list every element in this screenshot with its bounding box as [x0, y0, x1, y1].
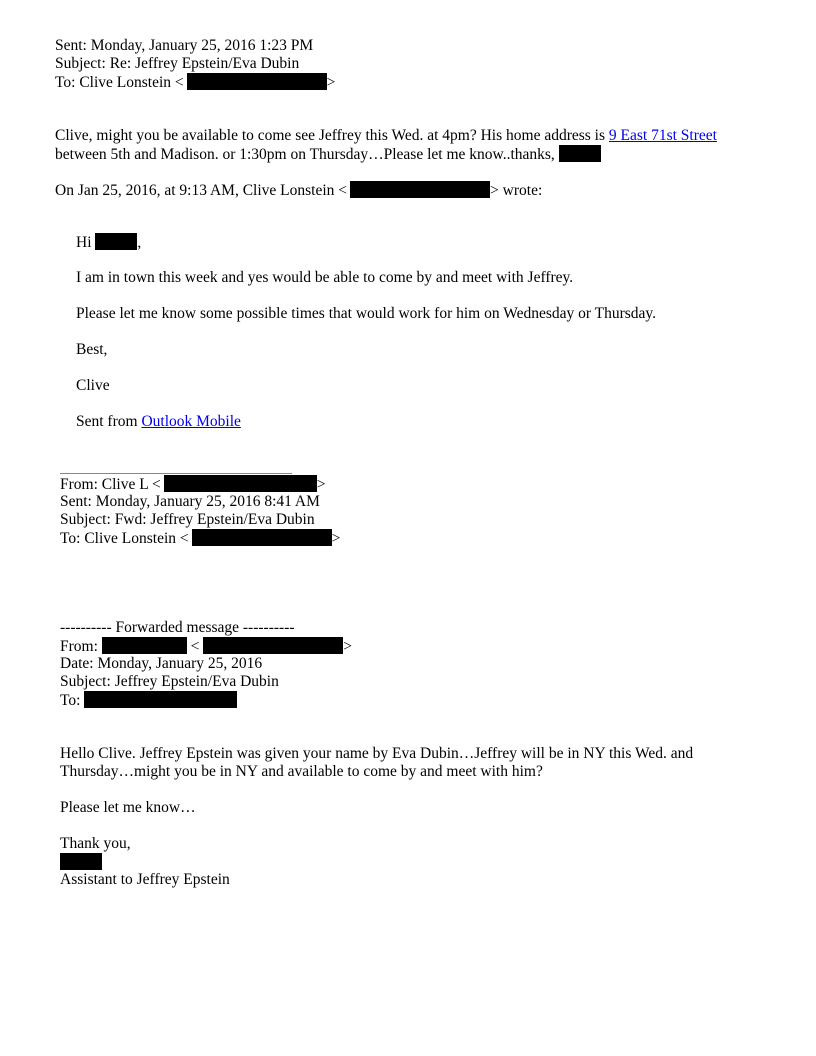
forwarded-body-line-3: Please let me know…	[60, 799, 196, 816]
forward-subject-line	[60, 511, 315, 529]
forward-subject-label: Subject:	[60, 511, 111, 528]
quote-header-end: > wrote:	[490, 182, 543, 199]
forward-sent-line	[60, 493, 320, 511]
redacted-email	[187, 73, 327, 90]
forward-from-close: >	[316, 476, 326, 493]
sent-from-prefix: Sent from	[76, 413, 142, 430]
forwarded-separator: ---------- Forwarded message ----------	[60, 619, 295, 636]
quoted-paragraph-2: Please let me know some possible times that would work for him on Wednesday or Thursday.	[76, 305, 657, 322]
forwarded-subject-line	[60, 673, 279, 691]
quoted-paragraph-3: Best,	[76, 341, 108, 358]
forwarded-date-label: Date:	[60, 655, 94, 672]
quoted-sent-from	[76, 413, 241, 431]
reply-subject-label: Subject:	[55, 55, 106, 72]
forwarded-date-value: Monday, January 25, 2016	[97, 655, 263, 672]
reply-body-line-2	[55, 145, 601, 164]
redacted-email	[192, 529, 332, 546]
forward-subject-value: Fwd: Jeffrey Epstein/Eva Dubin	[114, 511, 315, 528]
redacted-email	[350, 181, 490, 198]
quote-header-start: On Jan 25, 2016, at 9:13 AM, Clive Lonstein <	[55, 182, 348, 199]
forward-sent-value: Monday, January 25, 2016 8:41 AM	[95, 493, 320, 510]
forwarded-subject-label: Subject:	[60, 673, 111, 690]
address-link[interactable]: 9 East 71st Street	[608, 127, 717, 144]
redacted-name	[60, 853, 102, 870]
forward-to-label: To:	[60, 530, 81, 547]
forward-sent-label: Sent:	[60, 493, 92, 510]
forwarded-body-line-1: Hello Clive. Jeffrey Epstein was given your name by Eva Dubin…Jeffrey will be in NY this Wed. and	[60, 745, 694, 762]
forwarded-closing: Thank you,	[60, 835, 131, 852]
forwarded-subject-value: Jeffrey Epstein/Eva Dubin	[114, 673, 279, 690]
reply-body-line-1	[55, 127, 717, 145]
redacted-name	[102, 637, 187, 654]
reply-body-text-1: Clive, might you be available to come see Jeffrey this Wed. at 4pm? His home address is	[55, 127, 609, 144]
quoted-greeting-word: Hi	[76, 234, 92, 251]
forward-to-value: Clive Lonstein <	[84, 530, 189, 547]
forwarded-to-label: To:	[60, 692, 81, 709]
quoted-greeting	[76, 233, 141, 252]
redacted-email	[84, 691, 237, 708]
reply-body-text-2: between 5th and Madison. or 1:30pm on Thursday…Please let me know..thanks,	[55, 146, 555, 163]
forward-to-line	[60, 529, 340, 548]
forwarded-from-label: From:	[60, 638, 98, 655]
reply-to-line	[55, 73, 335, 92]
reply-to-close: >	[326, 74, 336, 91]
forwarded-body-line-2: Thursday…might you be in NY and available to come by and meet with him?	[60, 763, 543, 780]
forwarded-to-line	[60, 691, 237, 710]
reply-subject-value: Re: Jeffrey Epstein/Eva Dubin	[109, 55, 300, 72]
header-divider	[60, 473, 292, 474]
redacted-signature	[559, 145, 601, 162]
forward-to-close: >	[331, 530, 341, 547]
forwarded-from-close: >	[343, 638, 353, 655]
reply-to-name: Clive Lonstein <	[79, 74, 184, 91]
forwarded-from-open: <	[190, 638, 200, 655]
forward-from-line	[60, 475, 326, 494]
redacted-email	[203, 637, 343, 654]
reply-sent-label: Sent:	[55, 37, 87, 54]
reply-subject-line	[55, 55, 299, 73]
forwarded-from-line	[60, 637, 352, 656]
reply-to-label: To:	[55, 74, 76, 91]
reply-sent-value: Monday, January 25, 2016 1:23 PM	[90, 37, 314, 54]
redacted-email	[164, 475, 317, 492]
quote-header	[55, 181, 542, 200]
outlook-mobile-link[interactable]: Outlook Mobile	[141, 413, 241, 430]
redacted-name	[95, 233, 137, 250]
quoted-paragraph-4: Clive	[76, 377, 110, 394]
forwarded-date-line	[60, 655, 262, 673]
quoted-greeting-punct: ,	[137, 234, 142, 251]
forwarded-signature-name	[60, 853, 102, 872]
reply-sent-line	[55, 37, 313, 55]
forward-from-value: Clive L <	[101, 476, 161, 493]
forward-from-label: From:	[60, 476, 98, 493]
forwarded-signature-title: Assistant to Jeffrey Epstein	[60, 871, 230, 888]
quoted-paragraph-1: I am in town this week and yes would be able to come by and meet with Jeffrey.	[76, 269, 574, 286]
